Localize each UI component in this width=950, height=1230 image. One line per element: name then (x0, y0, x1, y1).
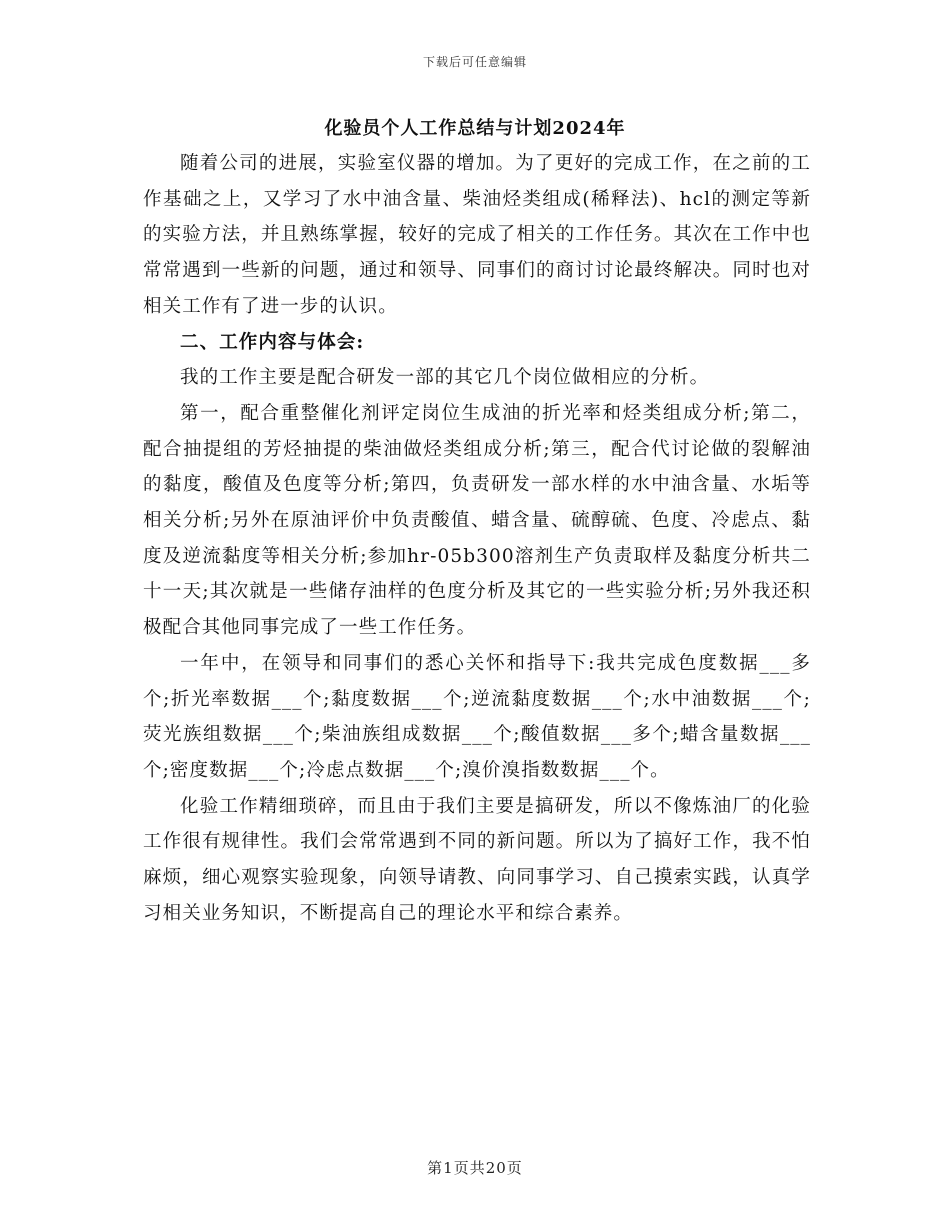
document-body (143, 146, 811, 931)
section-heading-work-content: 二、工作内容与体会: (180, 331, 365, 353)
paragraph-intro: 随着公司的进展，实验室仪器的增加。为了更好的完成工作，在之前的工作基础之上，又学习了水中油含量、柴油烃类组成(稀释法)、hcl的测定等新的实验方法，并且熟练掌握，较好的完成了相关的工作任务。其次在工作中也常常遇到一些新的问题，通过和领导、同事们的商讨讨论最终解决。同时也对相关工作有了进一步的认识。 (143, 153, 811, 317)
paragraph-yearly-data: 一年中，在领导和同事们的悉心关怀和指导下:我共完成色度数据___多个;折光率数据___个;黏度数据___个;逆流黏度数据___个;水中油数据___个;荧光族组数据___个;柴油族组成数据___个;酸值数据___多个;蜡含量数据___个;密度数据___个;冷虑点数据___个;溴价溴指数数据___个。 (143, 652, 811, 781)
document-title: 化验员个人工作总结与计划2024年 (324, 118, 626, 139)
page-header-note: 下载后可任意编辑 (422, 55, 527, 69)
paragraph-reflection: 化验工作精细琐碎，而且由于我们主要是搞研发，所以不像炼油厂的化验工作很有规律性。我们会常常遇到不同的新问题。所以为了搞好工作，我不怕麻烦，细心观察实验现象，向领导请教、向同事学习、自己摸索实践，认真学习相关业务知识，不断提高自己的理论水平和综合素养。 (143, 795, 811, 924)
paragraph-task-list: 第一，配合重整催化剂评定岗位生成油的折光率和烃类组成分析;第二，配合抽提组的芳烃抽提的柴油做烃类组成分析;第三，配合代讨论做的裂解油的黏度，酸值及色度等分析;第四，负责研发一部水样的水中油含量、水垢等相关分析;另外在原油评价中负责酸值、蜡含量、硫醇硫、色度、冷虑点、黏度及逆流黏度等相关分析;参加hr-05b300溶剂生产负责取样及黏度分析共二十一天;其次就是一些储存油样的色度分析及其它的一些实验分析;另外我还积极配合其他同事完成了一些工作任务。 (143, 402, 811, 639)
paragraph-main-duty: 我的工作主要是配合研发一部的其它几个岗位做相应的分析。 (180, 367, 710, 389)
page-number: 第1页共20页 (427, 1159, 523, 1177)
